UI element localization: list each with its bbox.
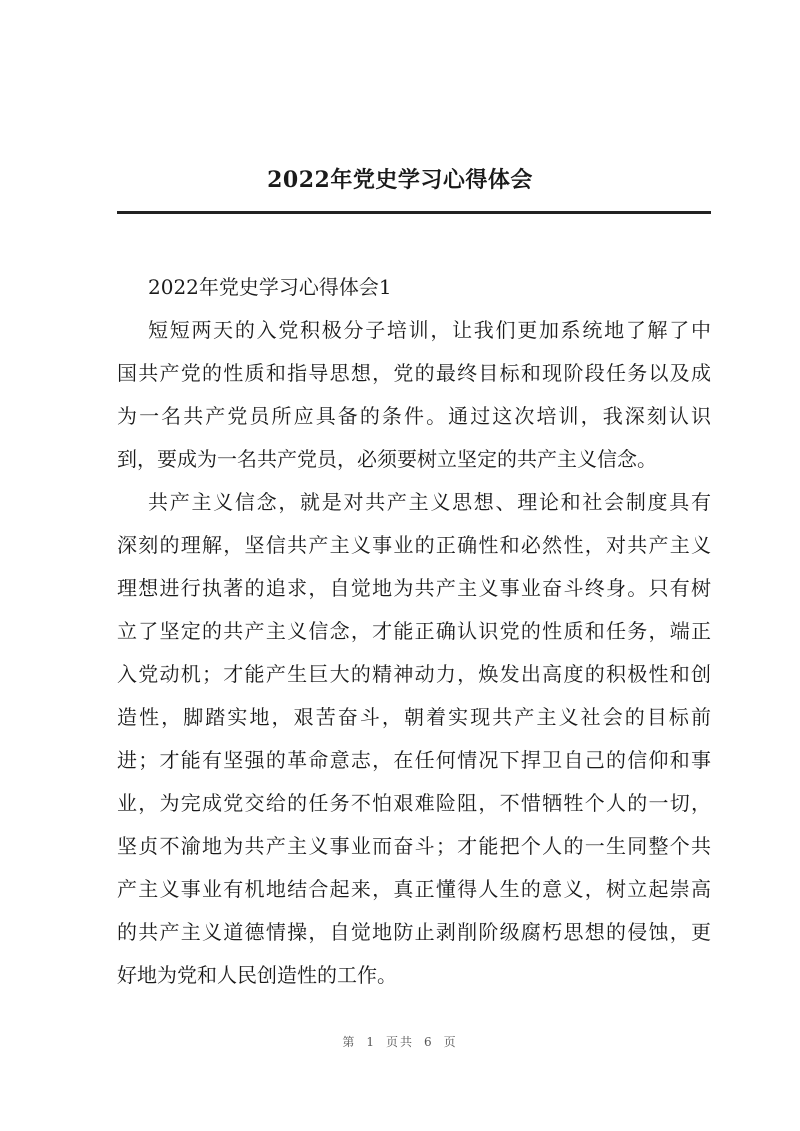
- footer-end-label: 页: [443, 1035, 458, 1049]
- paragraph-line: 深刻的理解，坚信共产主义事业的正确性和必然性，对共产主义: [117, 533, 711, 557]
- page-footer: [0, 1033, 800, 1050]
- paragraph-line: 产主义事业有机地结合起来，真正懂得人生的意义，树立起崇高: [117, 877, 711, 901]
- paragraph-line: 业，为完成党交给的任务不怕艰难险阻，不惜牺牲个人的一切，: [117, 791, 711, 815]
- footer-page-label: 第: [342, 1035, 357, 1049]
- section-heading: 2022年党史学习心得体会1: [148, 275, 392, 299]
- paragraph-line: 理想进行执著的追求，自觉地为共产主义事业奋斗终身。只有树: [117, 576, 711, 600]
- paragraph-line: 进；才能有坚强的革命意志，在任何情况下捍卫自己的信仰和事: [117, 748, 711, 772]
- paragraph-line: 的共产主义道德情操，自觉地防止剥削阶级腐朽思想的侵蚀，更: [117, 920, 711, 944]
- paragraph-1: [117, 309, 711, 481]
- document-title: 2022年党史学习心得体会: [267, 167, 533, 193]
- paragraph-line: 入党动机；才能产生巨大的精神动力，焕发出高度的积极性和创: [117, 662, 711, 686]
- paragraph-line: 国共产党的性质和指导思想，党的最终目标和现阶段任务以及成: [117, 361, 711, 385]
- title-divider: [117, 211, 711, 214]
- paragraph-line: 短短两天的入党积极分子培训，让我们更加系统地了解了中: [148, 318, 711, 342]
- paragraph-line: 到，要成为一名共产党员，必须要树立坚定的共产主义信念。: [117, 447, 657, 471]
- paragraph-line: 共产主义信念，就是对共产主义思想、理论和社会制度具有: [148, 490, 711, 514]
- paragraph-line: 立了坚定的共产主义信念，才能正确认识党的性质和任务，端正: [117, 619, 711, 643]
- paragraph-line: 为一名共产党员所应具备的条件。通过这次培训，我深刻认识: [117, 404, 711, 428]
- paragraph-line: 造性，脚踏实地，艰苦奋斗，朝着实现共产主义社会的目标前: [117, 705, 711, 729]
- paragraph-2: [117, 481, 711, 997]
- paragraph-line: 好地为党和人民创造性的工作。: [117, 963, 397, 987]
- total-pages-number: 6: [424, 1035, 434, 1049]
- document-body: [117, 266, 711, 997]
- paragraph-line: 坚贞不渝地为共产主义事业而奋斗；才能把个人的一生同整个共: [117, 834, 711, 858]
- current-page-number: 1: [366, 1035, 376, 1049]
- footer-total-label: 页共: [385, 1035, 414, 1049]
